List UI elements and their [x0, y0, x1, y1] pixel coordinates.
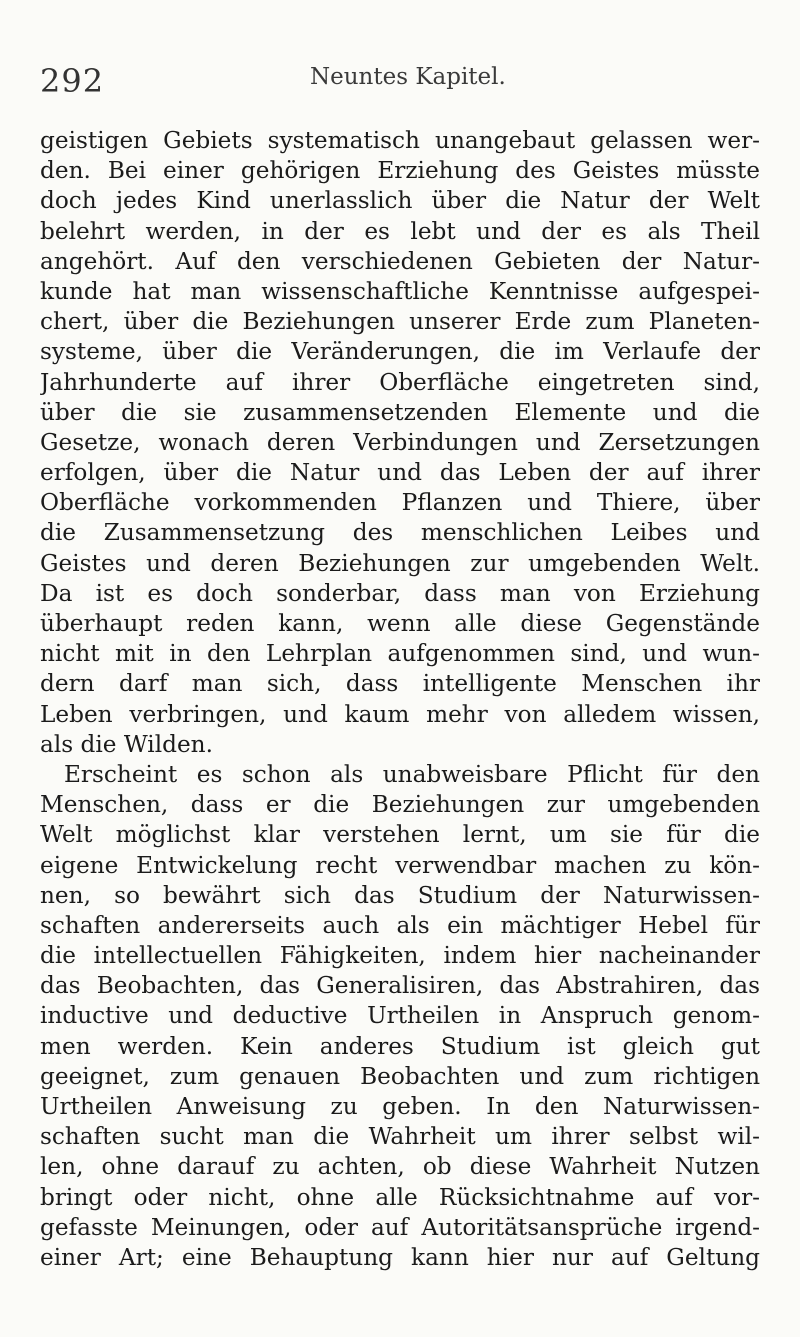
running-head: Neuntes Kapitel. [310, 64, 506, 90]
text-line: Oberfläche vorkommenden Pflanzen und Thiere, über [40, 489, 760, 517]
text-line: len, ohne darauf zu achten, ob diese Wahrheit Nutzen [40, 1153, 760, 1181]
text-line: nicht mit in den Lehrplan aufgenommen sind, und wun- [40, 640, 760, 668]
text-line: gefasste Meinungen, oder auf Autoritätsansprüche irgend- [40, 1213, 760, 1241]
text-line: bringt oder nicht, ohne alle Rücksichtnahme auf vor- [40, 1183, 760, 1211]
text-line: Jahrhunderte auf ihrer Oberfläche eingetreten sind, [40, 368, 760, 396]
text-line: men werden. Kein anderes Studium ist gleich gut [40, 1032, 760, 1060]
text-line: die Zusammensetzung des menschlichen Leibes und [40, 519, 760, 547]
text-line: überhaupt reden kann, wenn alle diese Gegenstände [40, 610, 760, 637]
text-line: geistigen Gebiets systematisch unangebaut gelassen wer- [40, 127, 760, 154]
text-line: über die sie zusammensetzenden Elemente und die [40, 398, 760, 426]
text-line: kunde hat man wissenschaftliche Kenntnisse aufgespei- [40, 277, 760, 305]
text-line: das Beobachten, das Generalisiren, das Abstrahiren, das [40, 972, 760, 1000]
text-line: den. Bei einer gehörigen Erziehung des Geistes müsste [40, 157, 760, 185]
text-line: Gesetze, wonach deren Verbindungen und Zersetzungen [40, 428, 760, 456]
text-line: Geistes und deren Beziehungen zur umgebenden Welt. [40, 549, 760, 577]
text-line: einer Art; eine Behauptung kann hier nur auf Geltung [40, 1243, 760, 1271]
text-line: Welt möglichst klar verstehen lernt, um sie für die [40, 821, 760, 849]
text-line: die intellectuellen Fähigkeiten, indem hier nacheinander [40, 942, 760, 970]
text-line: geeignet, zum genauen Beobachten und zum richtigen [40, 1062, 760, 1090]
text-line: angehört. Auf den verschiedenen Gebieten der Natur- [40, 247, 760, 275]
page-number: 292 [40, 62, 105, 100]
text-line: doch jedes Kind unerlasslich über die Natur der Welt [40, 187, 760, 215]
book-page [40, 50, 760, 1273]
text-line: Da ist es doch sonderbar, dass man von Erziehung [40, 579, 760, 607]
text-line: chert, über die Beziehungen unserer Erde zum Planeten- [40, 308, 760, 336]
text-line: als die Wilden. [40, 730, 213, 758]
text-line: Erscheint es schon als unabweisbare Pflicht für den [64, 760, 760, 788]
text-line: schaften andererseits auch als ein mächtiger Hebel für [40, 911, 760, 939]
text-line: Menschen, dass er die Beziehungen zur umgebenden [40, 791, 760, 819]
text-line: inductive und deductive Urtheilen in Anspruch genom- [40, 1002, 760, 1030]
text-line: Leben verbringen, und kaum mehr von alledem wissen, [40, 700, 760, 728]
page-header [40, 50, 760, 102]
text-line: Urtheilen Anweisung zu geben. In den Naturwissen- [40, 1093, 760, 1120]
text-line: dern darf man sich, dass intelligente Menschen ihr [40, 670, 760, 698]
text-line: nen, so bewährt sich das Studium der Naturwissen- [40, 881, 760, 909]
text-line: erfolgen, über die Natur und das Leben der auf ihrer [40, 459, 760, 487]
text-line: belehrt werden, in der es lebt und der es als Theil [40, 217, 760, 245]
text-line: eigene Entwickelung recht verwendbar machen zu kön- [40, 851, 760, 879]
text-line: systeme, über die Veränderungen, die im Verlaufe der [40, 338, 760, 366]
text-line: schaften sucht man die Wahrheit um ihrer selbst wil- [40, 1123, 760, 1151]
body-text [40, 126, 760, 1273]
